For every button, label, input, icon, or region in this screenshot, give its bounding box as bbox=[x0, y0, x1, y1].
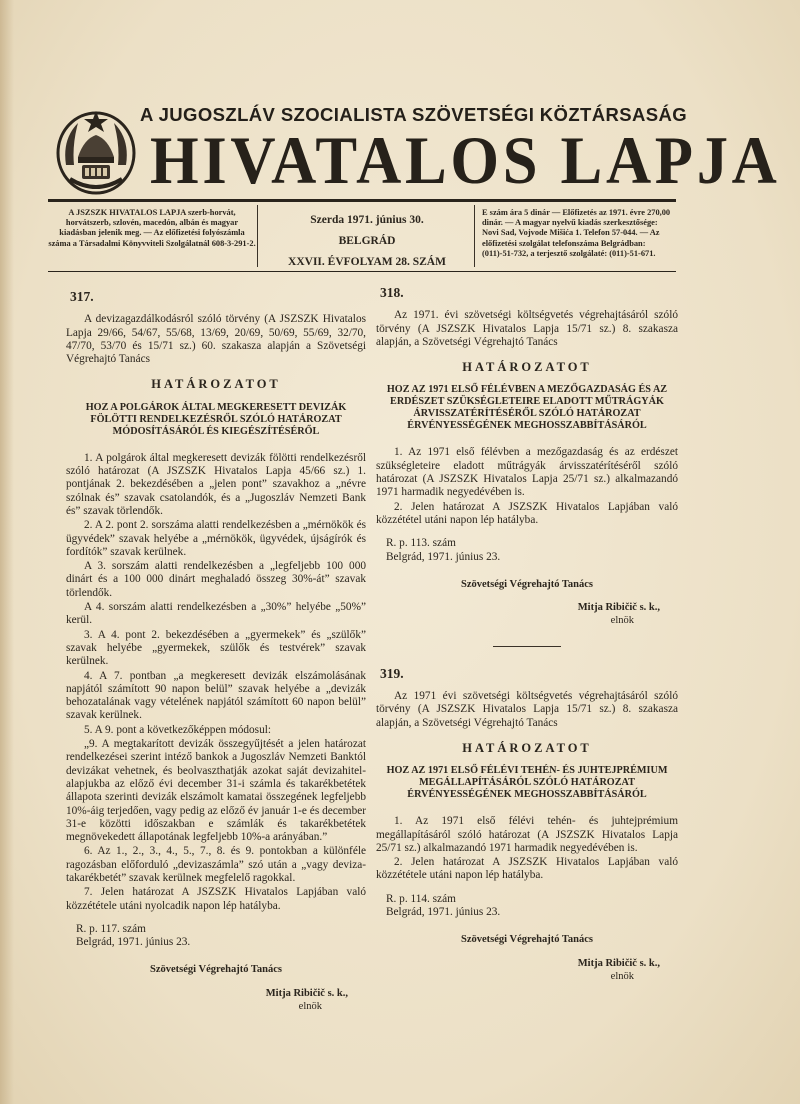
info-separator bbox=[257, 205, 258, 267]
decree-subject: HOZ AZ 1971 ELSŐ FÉLÉVBEN A MEZŐGAZDASÁG ÉS AZ ERDÉSZET SZÜKSÉGLETEIRE ELADOTT MŰTRÁGYÁK ÁRVISSZATÉRÍTÉSÉRŐL SZÓLÓ HATÁROZAT ÉRVÉNYESSÉGÉNEK MEGHOSSZABBÍTÁSÁRÓL bbox=[386, 384, 668, 432]
issue-place: BELGRÁD bbox=[338, 235, 396, 247]
decree-number: 317. bbox=[70, 289, 94, 304]
decree-subject: HOZ A POLGÁROK ÁLTAL MEGKERESETT DEVIZÁK FÖLÖTTI RENDELKEZÉSRŐL SZÓLÓ HATÁROZAT MÓDOSÍTÁSÁRÓL ÉS KIEGÉSZÍTÉSÉRŐL bbox=[85, 401, 347, 437]
info-separator bbox=[474, 205, 475, 267]
issue-date: Szerda 1971. június 30. bbox=[310, 214, 424, 226]
decree-signer-role: elnök bbox=[610, 970, 634, 982]
decree-paragraph: 2. Jelen határozat A JSZSZK Hivatalos Lapjában való közzététel utáni napon lép hatályba. bbox=[376, 500, 678, 526]
yugoslav-coat-of-arms-icon bbox=[52, 105, 140, 197]
decree-preamble: A devizagazdálkodásról szóló törvény (A JSZSZK Hivatalos Lapja 29/66, 54/67, 55/68, 13/69, 20/69, 50/69, 55/69, 32/70, 47/70, 53/70 és 15/71 sz.) 60. szakasza alapján a Szövetségi Végrehajtó Tanács bbox=[66, 313, 366, 366]
subscription-info: E szám ára 5 dinár — Előfizetés az 1971. évre 270,00 dinár. — A magyar nyelvű kiadás szerkesztősége: Novi Sad, Vojvode Mišića 1. Telefon 57-044. — Az előfizetési szolgálat telefonszáma Belgrádban: (011)-51-732, a terjesztő szolgálaté: (011)-51-671. bbox=[482, 208, 671, 258]
decree-heading: HATÁROZATOT bbox=[151, 377, 281, 392]
decree-council: Szövetségi Végrehajtó Tanács bbox=[460, 934, 594, 946]
decree-paragraph: „9. A megtakarított devizák összegyűjtését a jelen határozat rendelkezései szerint intéző bankok a Jugoszláv Nemzeti Banktól devizákat vehetnek, és beolvaszthatják azokat saját devizahitel-alapjukba az előző évi december 31-i számla és takarékbetétek állapota szerinti devizák elszámolt kamatai összegének legfeljebb 10%-áig terjedően, vagy pedig az előző év január 1-e és december 31-e közötti időszakban e számlák és takarékbetétek megnövekedett állapotának legfeljebb 10%-a arányában.” bbox=[66, 738, 366, 844]
decree-paragraph: 2. A 2. pont 2. sorszáma alatti rendelkezésben a „mérnökök és ügyvédek” szavak helyébe a „mérnökök, ügyvédek, újságírók és fordítók” szavak kerülnek. bbox=[66, 519, 366, 558]
decree-paragraph: 1. Az 1971 első félévben a mezőgazdaság és az erdészet szükségleteire eladott műtrágyák árvisszatérítéséről szóló határozat (A JSZSZK Hivatalos Lapja 25/71 sz.) alkalmazandó 1971 harmadik negyedévében is. bbox=[376, 446, 678, 499]
masthead-rule-top bbox=[48, 199, 676, 202]
decree-preamble: Az 1971 évi szövetségi költségvetés végrehajtásáról szóló törvény (A JSZSZK Hivatalos Lapja 15/71 sz.) 8. szakasza alapján, a Szövetségi Végrehajtó Tanács bbox=[376, 690, 678, 729]
decree-paragraph: 7. Jelen határozat A JSZSZK Hivatalos Lapjában való közzététele utáni nyolcadik napon lép hatályba. bbox=[66, 886, 366, 912]
publication-info: A JSZSZK HIVATALOS LAPJA szerb-horvát, horvátszerb, szlovén, macedón, albán és magyar kiadásban jelenik meg. — Az előfizetési folyószámla száma a Társadalmi Könyvviteli Szolgálatnál 608-3-291-2. bbox=[48, 208, 256, 248]
issue-info bbox=[262, 210, 472, 273]
decree-reference: R. p. 113. szám bbox=[386, 537, 456, 550]
masthead-rule-bottom bbox=[48, 271, 676, 272]
column-left bbox=[66, 290, 366, 1013]
decree-paragraph: A 3. sorszám alatti rendelkezésben a „legfeljebb 100 000 dinárt és a 100 000 dinárt meghaladó összeg 30%-át” szavak törlendők. bbox=[66, 560, 366, 599]
section-divider bbox=[493, 646, 561, 647]
decree-paragraph: 1. A polgárok által megkeresett devizák fölötti rendelkezésről szóló határozat (A JSZSZK Hivatalos Lapja 45/66 sz.) 1. pontjának 2. bekezdésében a „jelen pont” szavakhoz a „névre szólnak és” szavak csatolandók, és a „Jugoszláv Nemzeti Bank és” szavak törlendők. bbox=[66, 451, 366, 517]
decree-paragraph: 4. A 7. pontban „a megkeresett devizák elszámolásának napjától számított 90 napon belül” szavak helyébe a „devizák behozatalának vagy vételének napjától számított 60 napon belül” szavak kerülnek. bbox=[66, 669, 366, 722]
masthead-title: HIVATALOS LAPJA bbox=[150, 122, 781, 198]
decree-paragraph: 6. Az 1., 2., 3., 4., 5., 7., 8. és 9. pontokban a különféle ragozásban előforduló „devizaszámla” szó után a „vagy deviza-takarékbetét” szavak kerülnek megfelelő ragokkal. bbox=[66, 845, 366, 884]
decree-number: 319. bbox=[380, 665, 404, 681]
decree-heading: HATÁROZATOT bbox=[462, 360, 592, 375]
decree-signer-role: elnök bbox=[610, 615, 634, 627]
decree-preamble: Az 1971. évi szövetségi költségvetés végrehajtásáról szóló törvény (A JSZSZK Hivatalos Lapja 15/71 sz.) 8. szakasza alapján, a Szövetségi Végrehajtó Tanács bbox=[376, 309, 678, 348]
decree-paragraph: A 4. sorszám alatti rendelkezésben a „30%” helyébe „50%” kerül. bbox=[66, 601, 366, 627]
issue-volume: XXVII. ÉVFOLYAM 28. SZÁM bbox=[288, 256, 446, 268]
column-right bbox=[376, 286, 678, 983]
decree-paragraph: 1. Az 1971 első félévi tehén- és juhtejprémium megállapításáról szóló határozat (A JSZSZK Hivatalos Lapja 25/71 sz.) alkalmazandó 1971 harmadik negyedévében is. bbox=[376, 815, 678, 854]
decree-reference: R. p. 117. szám bbox=[76, 922, 146, 935]
page-edge-shadow bbox=[0, 0, 14, 1104]
decree-signer: Mitja Ribičič s. k., bbox=[577, 957, 660, 969]
decree-heading: HATÁROZATOT bbox=[462, 740, 592, 755]
decree-date: Belgrád, 1971. június 23. bbox=[76, 936, 191, 949]
decree-signer: Mitja Ribičič s. k., bbox=[265, 987, 348, 999]
decree-signer-role: elnök bbox=[298, 1001, 322, 1013]
decree-reference: R. p. 114. szám bbox=[386, 892, 456, 905]
decree-council: Szövetségi Végrehajtó Tanács bbox=[149, 964, 283, 976]
decree-date: Belgrád, 1971. június 23. bbox=[386, 906, 501, 919]
decree-signer: Mitja Ribičič s. k., bbox=[577, 602, 660, 614]
masthead-supertitle: A JUGOSZLÁV SZOCIALISTA SZÖVETSÉGI KÖZTÁRSASÁG bbox=[140, 104, 688, 125]
decree-paragraph: 5. A 9. pont a következőképpen módosul: bbox=[84, 723, 271, 736]
decree-subject: HOZ AZ 1971 ELSŐ FÉLÉVI TEHÉN- ÉS JUHTEJPRÉMIUM MEGÁLLAPÍTÁSÁRÓL SZÓLÓ HATÁROZAT ÉRVÉNYESSÉGÉNEK MEGHOSSZABBÍTÁSÁRÓL bbox=[386, 765, 668, 801]
decree-paragraph: 2. Jelen határozat A JSZSZK Hivatalos Lapjában való közzététele utáni napon lép hatályba. bbox=[376, 856, 678, 882]
decree-number: 318. bbox=[380, 285, 404, 300]
decree-council: Szövetségi Végrehajtó Tanács bbox=[460, 578, 594, 590]
decree-paragraph: 3. A 4. pont 2. bekezdésében a „gyermekek” és „szülők” szavak helyébe „gyermekek, szülők és testvérek” szavak kerülnek. bbox=[66, 628, 366, 668]
decree-date: Belgrád, 1971. június 23. bbox=[386, 550, 501, 563]
